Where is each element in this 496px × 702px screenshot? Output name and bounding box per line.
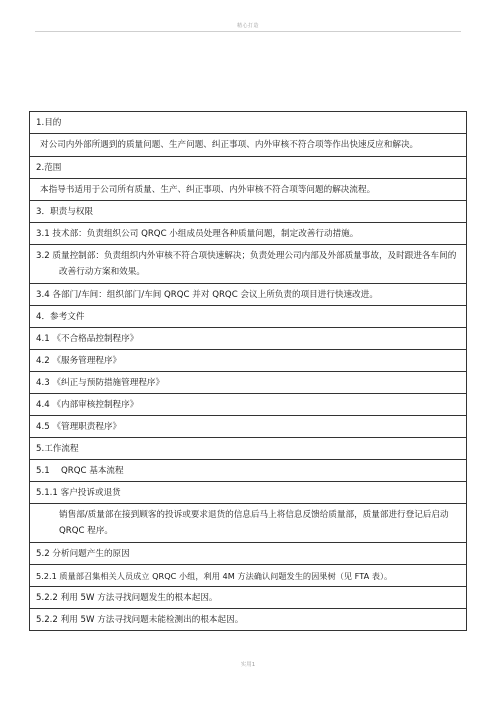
duty-item-1: 3.1 技术部：负责组织公司 QRQC 小组成员处理各种质量问题，制定改善行动措施。 — [30, 223, 467, 245]
section-purpose-text: 对公司内外部所遇到的质量问题、生产问题、纠正事项、内外审核不符合项等作出快速反应和解决。 — [30, 134, 467, 157]
flow-5-2-1: 5.2.1 质量部召集相关人员成立 QRQC 小组，利用 4M 方法确认问题发生的因果树（见 FTA 表）。 — [30, 565, 467, 587]
flow-5-2-2b: 5.2.2 利用 5W 方法寻找问题未能检测出的根本起因。 — [30, 609, 467, 631]
section-flow-title: 5.工作流程 — [30, 438, 467, 460]
section-duties-title: 3．职责与权限 — [30, 201, 467, 223]
flow-5-1: 5.1 QRQC 基本流程 — [30, 460, 467, 482]
flow-5-2-2a: 5.2.2 利用 5W 方法寻找问题发生的根本起因。 — [30, 587, 467, 609]
ref-item-2: 4.2 《服务管理程序》 — [30, 350, 467, 372]
duty-item-3: 3.4 各部门/车间：组织部门/车间 QRQC 并对 QRQC 会议上所负责的项目进行快速改进。 — [30, 284, 467, 306]
ref-item-4: 4.4 《内部审核控制程序》 — [30, 394, 467, 416]
header-watermark: 精心打造 — [236, 23, 259, 29]
section-scope-title: 2.范围 — [30, 157, 467, 179]
procedure-table — [29, 111, 467, 631]
flow-5-2: 5.2 分析问题产生的原因 — [30, 543, 467, 565]
section-purpose-title: 1.目的 — [30, 112, 467, 134]
section-scope-text: 本指导书适用于公司所有质量、生产、纠正事项、内外审核不符合项等问题的解决流程。 — [30, 179, 467, 201]
section-refs-title: 4．参考文件 — [30, 306, 467, 328]
ref-item-3: 4.3 《纠正与预防措施管理程序》 — [30, 372, 467, 394]
duty-item-2: 3.2 质量控制部：负责组织内外审核不符合项快速解决；负责处理公司内部及外部质量事故，及时跟进各车间的改善行动方案和效果。 — [30, 245, 467, 284]
page-footer-label: 实用1 — [240, 662, 256, 668]
flow-5-1-1: 5.1.1 客户投诉或退货 — [30, 482, 467, 504]
ref-item-1: 4.1 《不合格品控制程序》 — [30, 328, 467, 350]
header-divider — [35, 31, 461, 32]
ref-item-5: 4.5 《管理职责程序》 — [30, 416, 467, 438]
flow-5-1-1-text: 销售部/质量部在接到顾客的投诉或要求退货的信息后马上将信息反馈给质量部，质量部进行登记后启动 QRQC 程序。 — [30, 504, 467, 543]
